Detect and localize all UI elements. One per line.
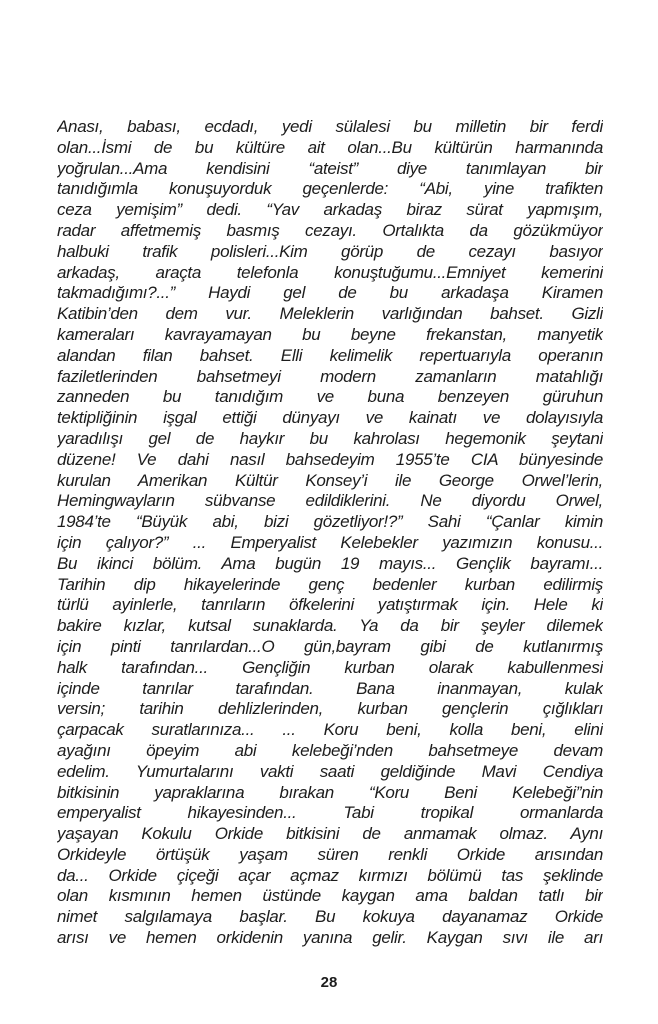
text-line: Orkideyle örtüşük yaşam süren renkli Orkide arısından — [57, 844, 603, 864]
page-number: 28 — [320, 974, 338, 991]
text-line: faziletlerinden bahsetmeyi modern zamanların matahlığı — [57, 366, 603, 386]
text-line: Tarihin dip hikayelerinde genç bedenler kurban edilirmiş — [57, 574, 603, 594]
text-line: zanneden bu tanıdığım ve buna benzeyen güruhun — [57, 387, 603, 407]
text-line: takmadığımı?...” Haydi gel de bu arkadaşa Kiramen — [57, 283, 603, 303]
text-line: çarpacak suratlarınıza... ... Koru beni, kolla beni, elini — [57, 720, 603, 740]
text-line: düzene! Ve dahi nasıl bahsedeyim 1955’te CIA bünyesinde — [57, 449, 603, 469]
text-line: içinde tanrılar tarafından. Bana inanmayan, kulak — [57, 678, 603, 698]
text-line: kurulan Amerikan Kültür Konsey’i ile George Orwel’lerin, — [57, 470, 603, 490]
text-line: yaşayan Kokulu Orkide bitkisini de anmamak olmaz. Aynı — [57, 824, 603, 844]
text-line: bakire kızlar, kutsal sunaklarda. Ya da bir şeyler dilemek — [57, 616, 603, 636]
text-line: versin; tarihin dehlizlerinden, kurban gençlerin çığlıkları — [57, 699, 603, 719]
text-line: arısı ve hemen orkidenin yanına gelir. Kaygan sıvı ile arı — [57, 928, 603, 948]
text-line: Anası, babası, ecdadı, yedi sülalesi bu milletin bir ferdi — [57, 117, 603, 136]
text-line: için çalıyor?” ... Emperyalist Kelebekler yazımızın konusu... — [57, 532, 603, 552]
text-line: nimet salgılamaya başlar. Bu kokuya dayanamaz Orkide — [57, 907, 603, 927]
text-line: yoğrulan...Ama kendisini “ateist” diye tanımlayan bir — [57, 158, 603, 178]
text-line: emperyalist hikayesinden... Tabi tropikal ormanlarda — [57, 803, 603, 823]
text-line: halk tarafından... Gençliğin kurban olarak kabullenmesi — [57, 657, 603, 677]
text-line: Hemingwayların sübvanse edildiklerini. Ne diyordu Orwel, — [57, 491, 603, 511]
text-line: halbuki trafik polisleri...Kim görüp de cezayı basıyor — [57, 241, 603, 261]
text-line: da... Orkide çiçeği açar açmaz kırmızı bölümü tas şeklinde — [57, 865, 603, 885]
text-line: olan kısmının hemen üstünde kaygan ama baldan tatlı bir — [57, 886, 603, 906]
text-line: kameraları kavrayamayan bu beyne frekanstan, manyetik — [57, 324, 603, 344]
text-line: radar affetmemiş basmış cezayı. Ortalıkta da gözükmüyor — [57, 220, 603, 240]
text-line: tektipliğinin işgal ettiği dünyayı ve kainatı ve dolayısıyla — [57, 408, 603, 428]
text-line: alandan filan bahset. Elli kelimelik repertuarıyla operanın — [57, 345, 603, 365]
text-line: türlü ayinlerle, tanrıların öfkelerini yatıştırmak için. Hele ki — [57, 595, 603, 615]
text-line: bitkisinin yapraklarına bırakan “Koru Beni Kelebeği”nin — [57, 782, 603, 802]
text-line: tanıdığımla konuşuyorduk geçenlerde: “Abi, yine trafikten — [57, 179, 603, 199]
text-line: için pinti tanrılardan...O gün,bayram gibi de kutlanırmış — [57, 636, 603, 656]
text-line: 1984’te “Büyük abi, bizi gözetliyor!?” Sahi “Çanlar kimin — [57, 512, 603, 532]
text-line: Bu ikinci bölüm. Ama bugün 19 mayıs... Gençlik bayramı... — [57, 553, 603, 573]
text-line: ayağını öpeyim abi kelebeği’nden bahsetmeye devam — [57, 740, 603, 760]
text-line: olan...İsmi de bu kültüre ait olan...Bu kültürün harmanında — [57, 137, 603, 157]
text-line: Katibin’den dem vur. Meleklerin varlığından bahset. Gizli — [57, 304, 603, 324]
text-line: arkadaş, araçta telefonla konuştuğumu...Emniyet kemerini — [57, 262, 603, 282]
text-line: edelim. Yumurtalarını vakti saati geldiğinde Mavi Cendiya — [57, 761, 603, 781]
text-line: yaradılışı gel de haykır bu kahrolası hegemonik şeytani — [57, 428, 603, 448]
page-text — [57, 117, 603, 949]
text-line: ceza yemişim” dedi. “Yav arkadaş biraz sürat yapmışım, — [57, 200, 603, 220]
